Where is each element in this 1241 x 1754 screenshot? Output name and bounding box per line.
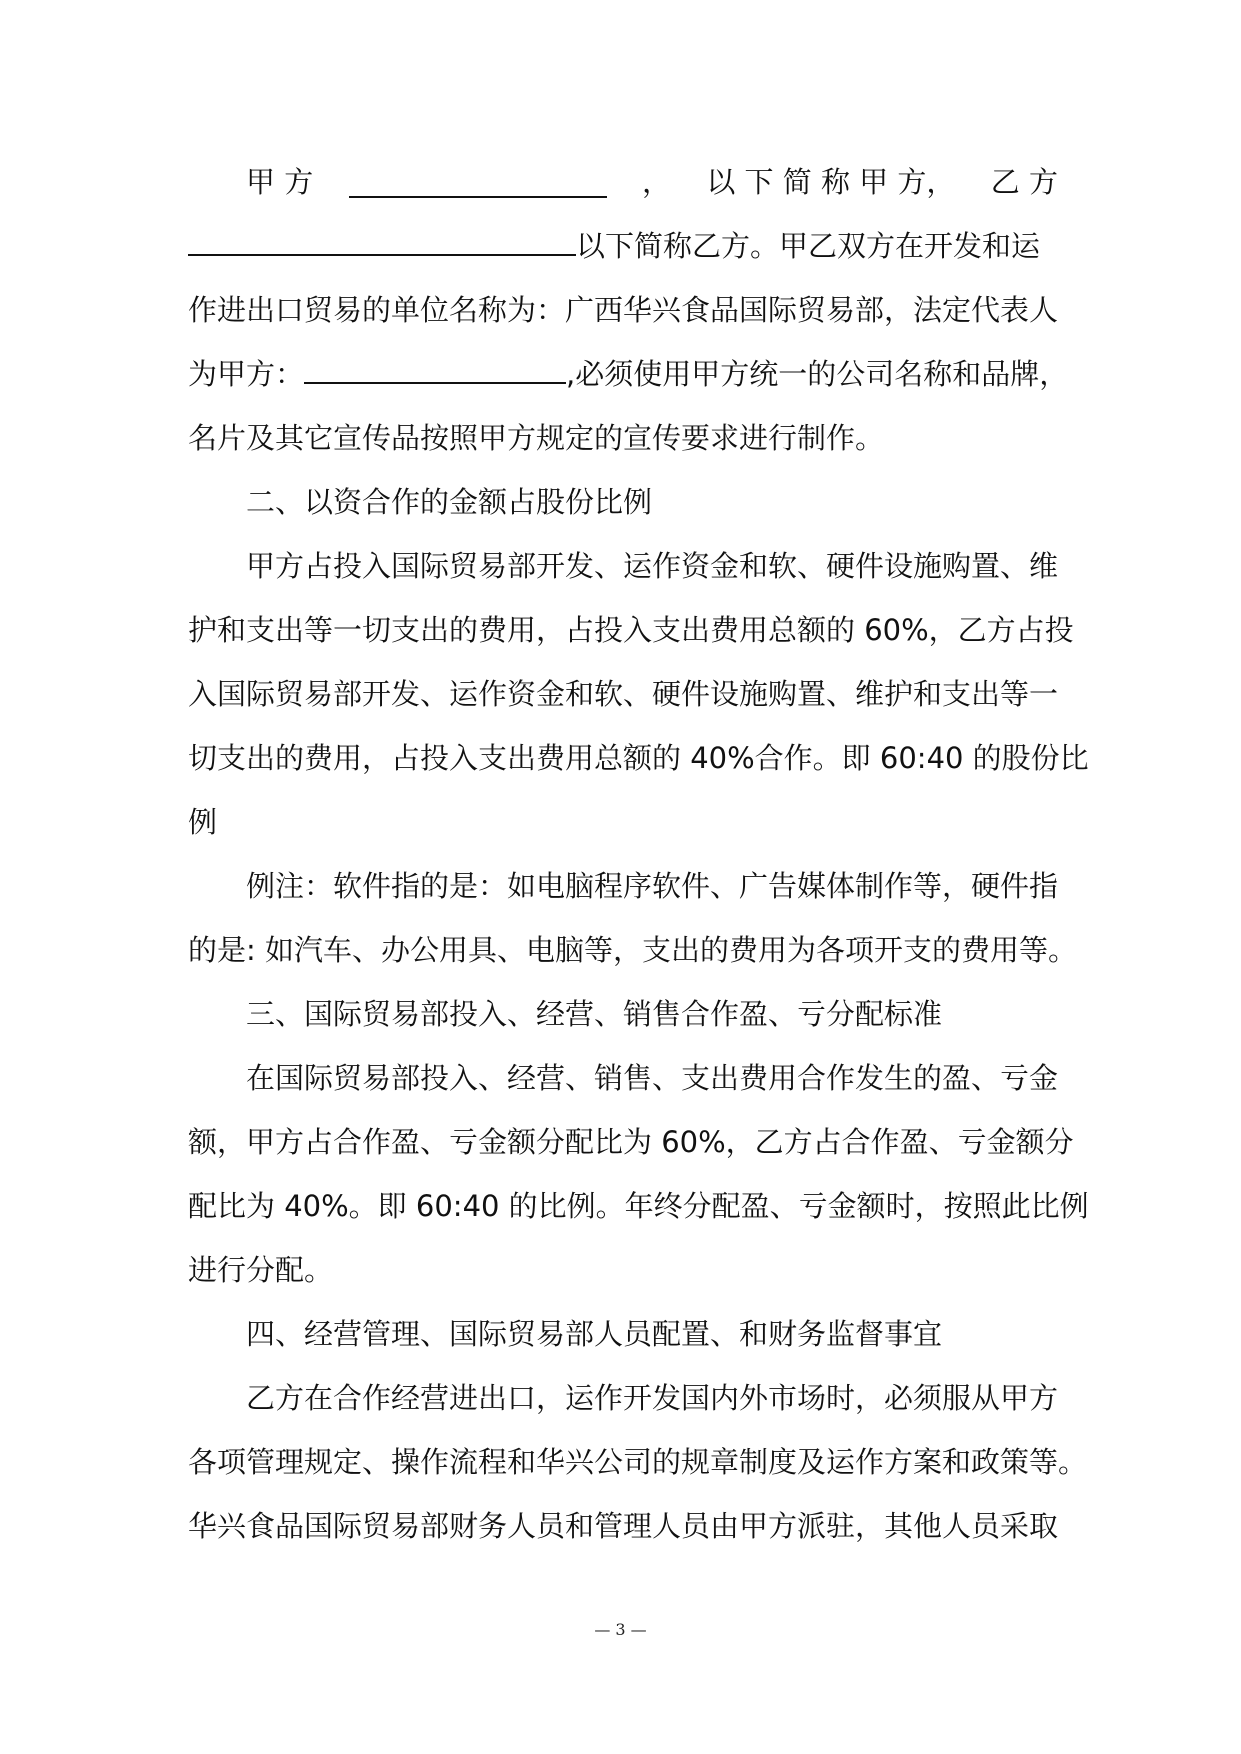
party-b-blank (188, 224, 576, 256)
party-a-short-name: 以 下 简 称 甲 方， (706, 165, 956, 199)
intro-line-2 (188, 214, 1058, 278)
section-3-line: 配比为 40%。即 60:40 的比例。年终分配盈、亏金额时，按照此比例 (188, 1189, 1089, 1223)
section-2-line: 护和支出等一切支出的费用，占投入支出费用总额的 60%，乙方占投 (188, 613, 1074, 647)
section-2-line: 入国际贸易部开发、运作资金和软、硬件设施购置、维护和支出等一 (188, 677, 1059, 711)
comma: ， (641, 165, 671, 199)
section-2-note-line: 的是: 如汽车、办公用具、电脑等，支出的费用为各项开支的费用等。 (188, 933, 1077, 967)
section-4-heading: 四、经营管理、国际贸易部人员配置、和财务监督事宜 (246, 1317, 943, 1351)
party-a-blank (349, 166, 607, 198)
section-3-line: 进行分配。 (188, 1253, 334, 1287)
intro-line-4 (188, 342, 1069, 406)
section-2-heading: 二、以资合作的金额占股份比例 (246, 485, 653, 519)
section-3-heading: 三、国际贸易部投入、经营、销售合作盈、亏分配标准 (246, 997, 943, 1031)
intro-line-1 (188, 150, 1058, 214)
representative-blank (304, 352, 566, 384)
intro-line-3: 作进出口贸易的单位名称为：广西华兴食品国际贸易部，法定代表人 (188, 293, 1059, 327)
party-b-label: 乙 方 (990, 165, 1058, 199)
section-4-line: 乙方在合作经营进出口，运作开发国内外市场时，必须服从甲方 (246, 1381, 1059, 1415)
section-2-note-line: 例注：软件指的是：如电脑程序软件、广告媒体制作等，硬件指 (246, 869, 1059, 903)
section-3-line: 额，甲方占合作盈、亏金额分配比为 60%，乙方占合作盈、亏金额分 (188, 1125, 1074, 1159)
representative-suffix: ,必须使用甲方统一的公司名称和品牌， (566, 357, 1069, 391)
party-a-label: 甲 方 (246, 165, 314, 199)
section-4-line: 各项管理规定、操作流程和华兴公司的规章制度及运作方案和政策等。 (188, 1445, 1088, 1479)
section-2-line: 甲方占投入国际贸易部开发、运作资金和软、硬件设施购置、维 (246, 549, 1059, 583)
section-2-line: 切支出的费用，占投入支出费用总额的 40%合作。即 60:40 的股份比 (188, 741, 1089, 775)
section-3-line: 在国际贸易部投入、经营、销售、支出费用合作发生的盈、亏金 (246, 1061, 1059, 1095)
section-2-line: 例 (188, 805, 218, 839)
party-b-short-name: 以下简称乙方。甲乙双方在开发和运 (576, 229, 1041, 263)
representative-prefix: 为甲方： (188, 357, 305, 391)
page-number: — 3 — (594, 1620, 647, 1639)
intro-line-5: 名片及其它宣传品按照甲方规定的宣传要求进行制作。 (188, 421, 885, 455)
document-body (188, 150, 1089, 1558)
section-4-line: 华兴食品国际贸易部财务人员和管理人员由甲方派驻，其他人员采取 (188, 1509, 1059, 1543)
